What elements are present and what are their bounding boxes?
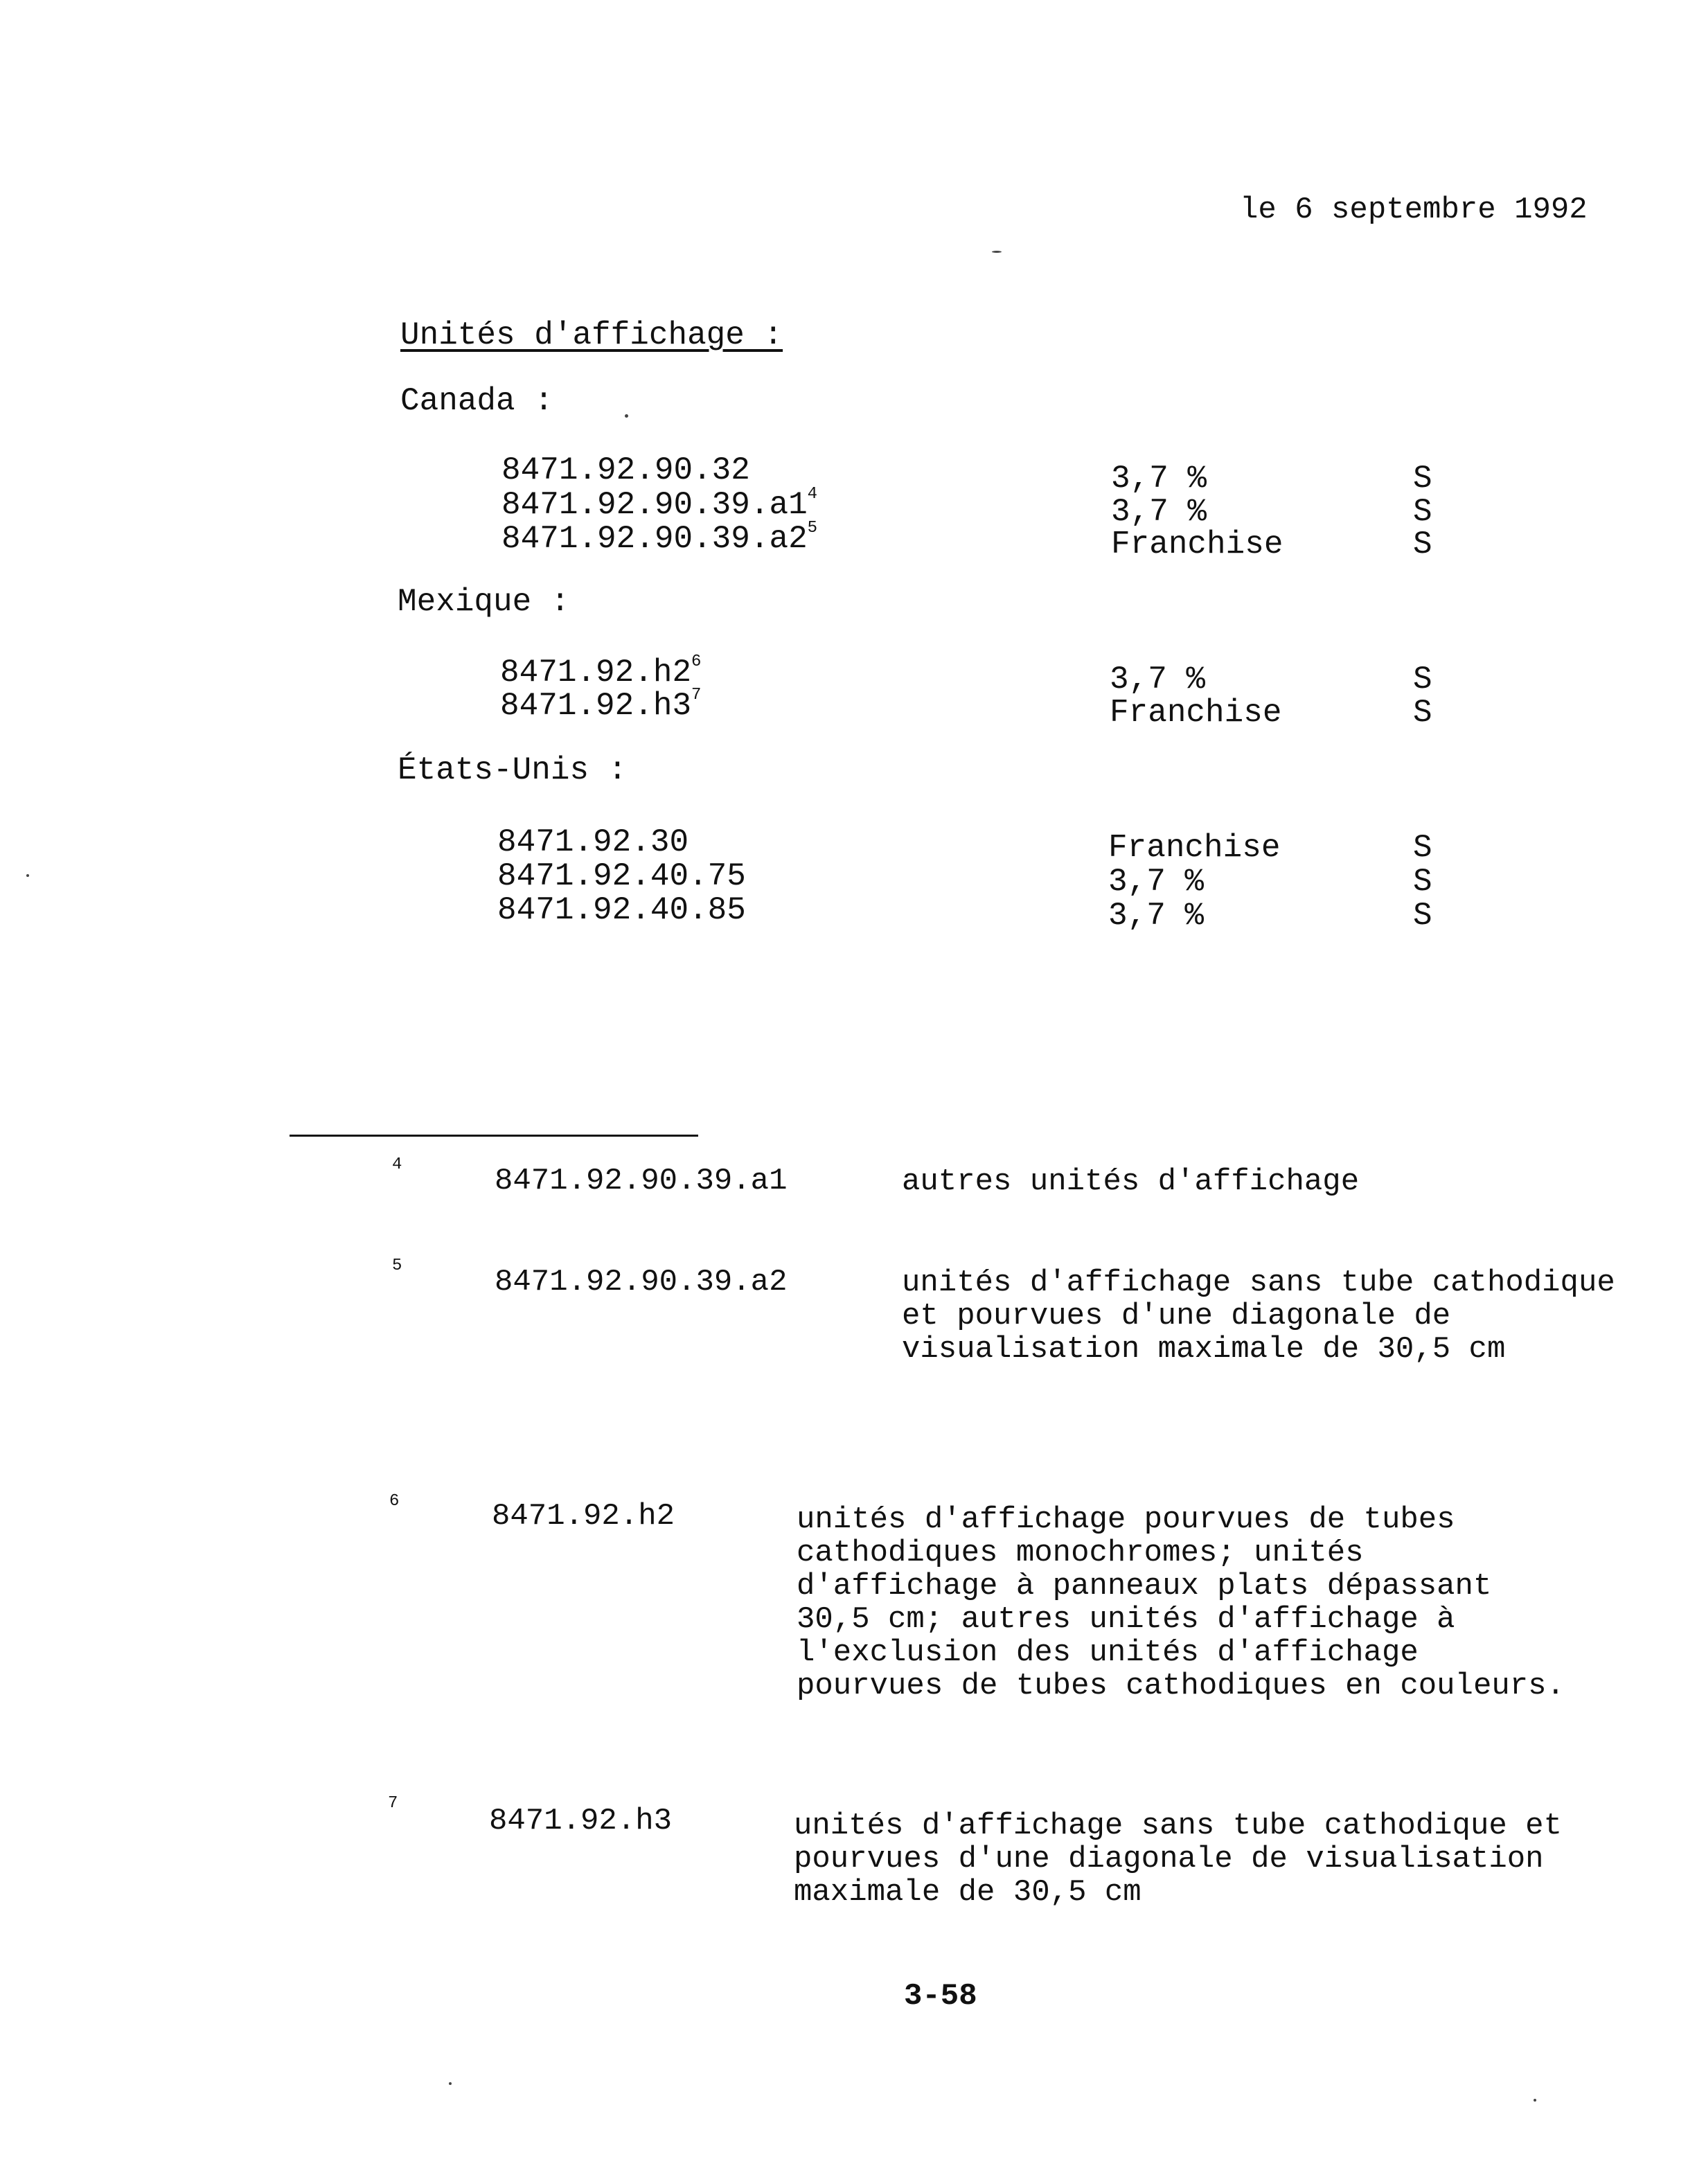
tariff-code: $8471.92.h3^7$ — [500, 686, 702, 724]
footnote-separator — [290, 1135, 698, 1137]
tariff-code: $8471.92.90.39.a1^4$ — [501, 485, 818, 523]
country-heading-canada: Canada : — [400, 383, 553, 419]
staging-category: S — [1413, 526, 1432, 562]
staging-category: S — [1413, 695, 1432, 731]
staging-category: S — [1413, 898, 1432, 934]
scan-speck — [992, 251, 1002, 253]
tariff-rate: 3,7 % — [1108, 898, 1205, 934]
tariff-code: 8471.92.40.85 — [497, 892, 746, 928]
tariff-code: 8471.92.40.75 — [497, 858, 746, 894]
footnote-ref: 5 — [807, 519, 818, 538]
tariff-rate: 3,7 % — [1111, 494, 1207, 530]
page-number: 3-58 — [904, 1979, 977, 2014]
footnote-code: 8471.92.90.39.a1 — [495, 1164, 788, 1198]
section-title: Unités d'affichage : — [400, 317, 783, 353]
staging-category: S — [1413, 494, 1432, 530]
footnote-text: unités d'affichage pourvues de tubes cathodiques monochromes; unités d'affichage à panneaux plats dépassant 30,5 cm; autres unités d'affichage à l'exclusion des unités d'affichage pourvues de tubes cathodiques en couleurs. — [797, 1502, 1565, 1703]
footnote-number: 5 — [392, 1257, 402, 1275]
country-heading-etats-unis: États-Unis : — [398, 752, 628, 788]
footnote-ref: 4 — [807, 485, 818, 504]
tariff-code: 8471.92.30 — [497, 824, 689, 860]
footnote-ref: 7 — [691, 686, 702, 704]
footnote-text: unités d'affichage sans tube cathodique et pourvues d'une diagonale de visualisation maximale de 30,5 cm — [794, 1809, 1562, 1910]
country-heading-mexique: Mexique : — [398, 584, 570, 620]
footnote-code: 8471.92.h2 — [492, 1499, 675, 1534]
tariff-code: $8471.92.90.39.a2^5$ — [501, 519, 818, 557]
staging-category: S — [1413, 830, 1432, 866]
scan-speck — [625, 414, 628, 418]
staging-category: S — [1413, 864, 1432, 900]
tariff-rate: 3,7 % — [1111, 461, 1207, 497]
tariff-rate: 3,7 % — [1108, 864, 1205, 900]
footnote-text: autres unités d'affichage — [902, 1164, 1360, 1199]
footnote-text: unités d'affichage sans tube cathodique et pourvues d'une diagonale de visualisation maximale de 30,5 cm — [902, 1266, 1615, 1367]
scan-speck — [1534, 2099, 1536, 2102]
footnote-ref: 6 — [691, 652, 702, 671]
document-date: le 6 septembre 1992 — [1240, 193, 1588, 227]
tariff-rate: 3,7 % — [1110, 662, 1206, 698]
tariff-code: 8471.92.90.32 — [501, 452, 750, 488]
tariff-rate: Franchise — [1111, 526, 1283, 562]
footnote-code: 8471.92.h3 — [489, 1804, 673, 1838]
tariff-rate: Franchise — [1110, 695, 1282, 731]
scan-speck — [26, 874, 29, 877]
staging-category: S — [1413, 461, 1432, 497]
footnote-number: 6 — [389, 1492, 400, 1511]
staging-category: S — [1413, 662, 1432, 698]
tariff-code: $8471.92.h2^6$ — [500, 652, 702, 691]
footnote-number: 7 — [388, 1794, 398, 1813]
footnote-number: 4 — [392, 1155, 402, 1174]
tariff-rate: Franchise — [1108, 830, 1281, 866]
footnote-code: 8471.92.90.39.a2 — [495, 1265, 788, 1299]
scan-speck — [449, 2082, 452, 2085]
